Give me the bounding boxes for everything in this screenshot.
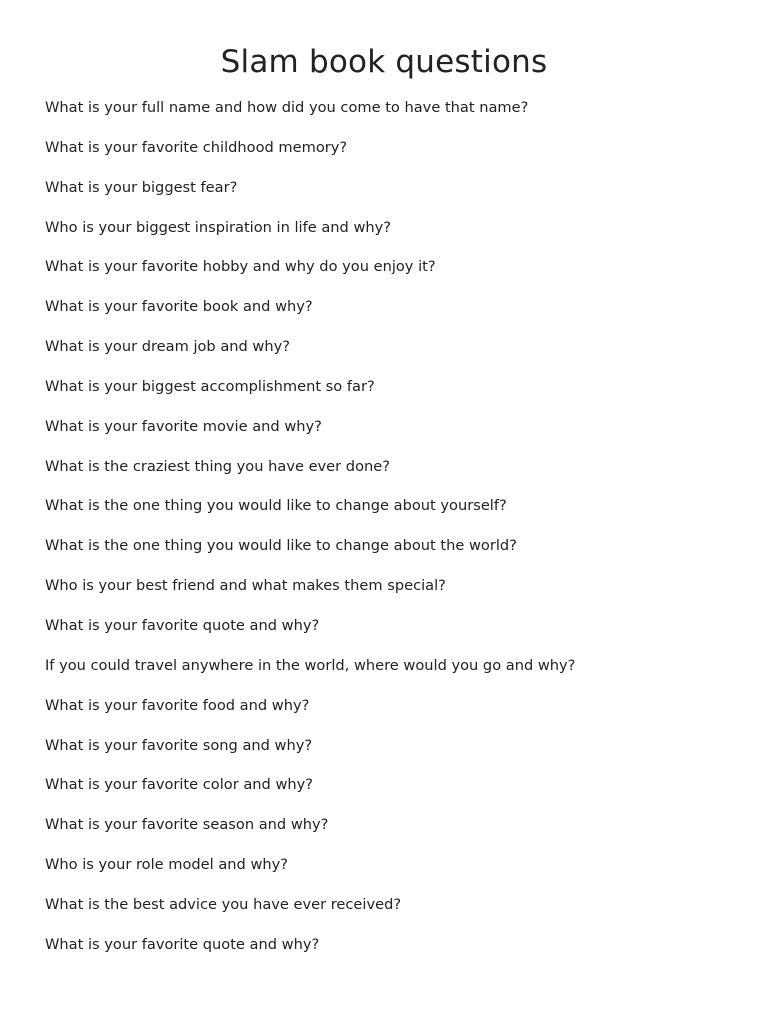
question-list <box>45 96 575 973</box>
question-item: What is your favorite movie and why? <box>45 417 322 435</box>
question-item: Who is your best friend and what makes them special? <box>45 577 446 595</box>
question-item: If you could travel anywhere in the world, where would you go and why? <box>45 656 576 674</box>
page-title: Slam book questions <box>220 44 548 80</box>
question-item: Who is your biggest inspiration in life and why? <box>45 218 392 236</box>
question-item: What is your favorite hobby and why do you enjoy it? <box>45 258 436 276</box>
question-item: What is your dream job and why? <box>45 338 291 356</box>
question-item: What is your biggest fear? <box>45 178 238 196</box>
question-item: What is your favorite color and why? <box>45 776 314 794</box>
question-item: What is your favorite song and why? <box>45 736 313 754</box>
question-item: What is your full name and how did you come to have that name? <box>45 99 529 116</box>
question-item: What is your favorite food and why? <box>45 696 310 714</box>
question-item: What is your favorite book and why? <box>45 298 313 316</box>
question-item: What is your favorite quote and why? <box>45 616 320 634</box>
question-item: What is your favorite quote and why? <box>45 935 320 953</box>
question-item: What is the one thing you would like to change about the world? <box>45 537 517 555</box>
question-item: What is your favorite season and why? <box>45 816 329 834</box>
question-item: What is your favorite childhood memory? <box>45 138 348 156</box>
question-item: What is the one thing you would like to change about yourself? <box>45 497 507 515</box>
question-item: What is your biggest accomplishment so far? <box>45 377 375 395</box>
question-item: What is the best advice you have ever received? <box>45 895 402 913</box>
question-item: Who is your role model and why? <box>45 856 289 874</box>
question-item: What is the craziest thing you have ever done? <box>45 457 390 475</box>
